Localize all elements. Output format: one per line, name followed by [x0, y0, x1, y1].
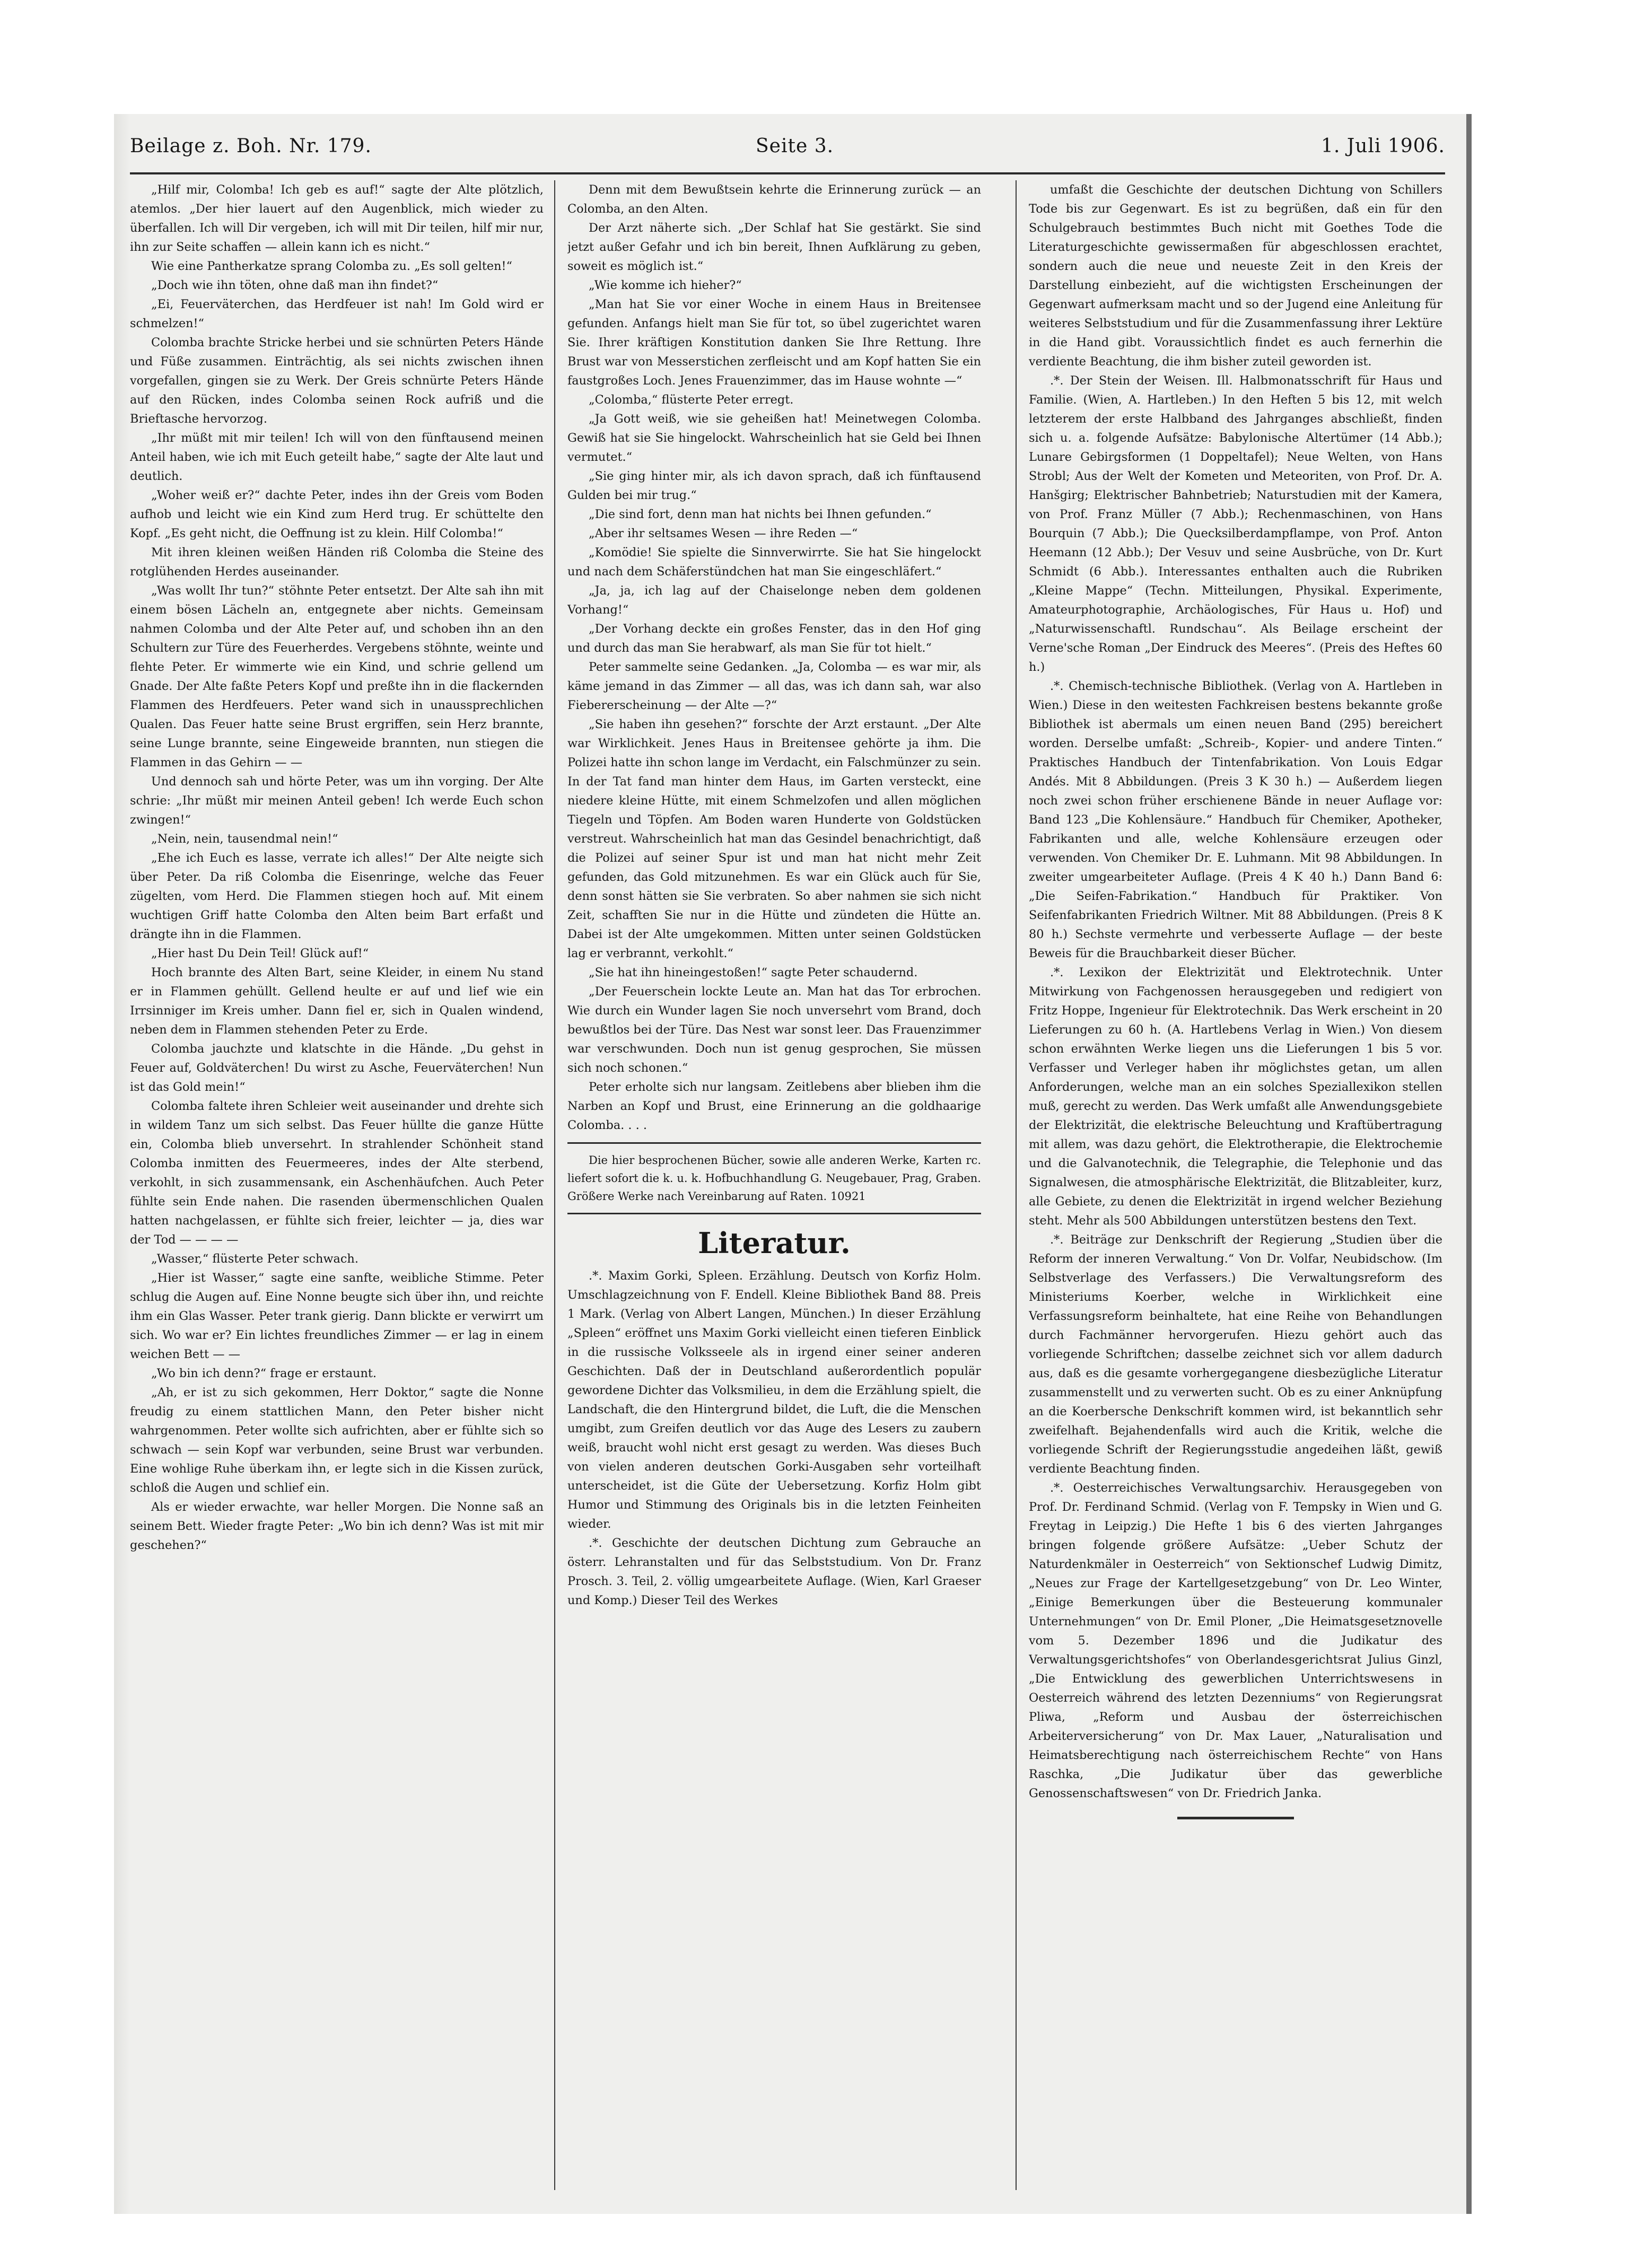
paragraph: Colomba brachte Stricke herbei und sie schnürten Peters Hände und Füße zusammen. Einträchtig, als sei nichts zwischen ihnen vorgefallen, gingen sie zu Werk. Der Greis schnürte Peters Hände auf den Rücken, indes Colomba seinen Rock aufriß und die Brieftasche hervorzog.	[130, 336, 544, 426]
story-continuation	[567, 180, 981, 1135]
paragraph: „Colomba,“ flüsterte Peter erregt.	[589, 393, 794, 407]
paragraph: „Wie komme ich hieher?“	[589, 278, 742, 292]
paragraph: Der Arzt näherte sich. „Der Schlaf hat Sie gestärkt. Sie sind jetzt außer Gefahr und ich bin bereit, Ihnen Aufklärung zu geben, soweit es möglich ist.“	[567, 221, 981, 273]
literature-heading: Literatur.	[698, 1226, 851, 1260]
paragraph: „Ei, Feuerväterchen, das Herdfeuer ist nah! Im Gold wird er schmelzen!“	[130, 297, 544, 330]
paragraph: „Komödie! Sie spielte die Sinnverwirrte. Sie hat Sie hingelockt und nach dem Schäferstündchen hat man Sie eingeschläfert.“	[567, 546, 981, 579]
paragraph: Mit ihren kleinen weißen Händen riß Colomba die Steine des rotglühenden Herdes auseinander.	[130, 546, 544, 579]
paragraph: „Ja, ja, ich lag auf der Chaiselonge neben dem goldenen Vorhang!“	[567, 584, 981, 617]
paragraph: „Die sind fort, denn man hat nichts bei Ihnen gefunden.“	[589, 507, 932, 521]
end-rule	[1177, 1817, 1294, 1819]
paragraph: .*. Maxim Gorki, Spleen. Erzählung. Deutsch von Korfiz Holm. Umschlagzeichnung von F. Endell. Kleine Bibliothek Band 88. Preis 1 Mark. (Verlag von Albert Langen, München.) In dieser Erzählung „Spleen“ eröffnet uns Maxim Gorki vielleicht einen tieferen Einblick in die russische Volksseele als in irgend einer seiner anderen Geschichten. Daß der in Deutschland außerordentlich populär gewordene Dichter das Volksmilieu, in dem die Erzählung spielt, die Landschaft, die den Hintergrund bildet, die Luft, die die Menschen umgibt, zum Greifen deutlich vor das Auge des Lesers zu zaubern weiß, braucht wohl nicht erst gesagt zu werden. Was dieses Buch von vielen anderen deutschen Gorki-Ausgaben sehr vorteilhaft unterscheidet, ist die Güte der Uebersetzung. Korfiz Holm gibt Humor und Stimmung des Originals bis in die letzten Feinheiten wieder.	[567, 1269, 981, 1531]
paragraph: Denn mit dem Bewußtsein kehrte die Erinnerung zurück — an Colomba, an den Alten.	[567, 183, 981, 216]
paragraph: „Ehe ich Euch es lasse, verrate ich alles!“ Der Alte neigte sich über Peter. Da riß Colomba die Eisenringe, welche das Feuer zügelten, vom Herd. Die Flammen stiegen hoch auf. Mit einem wuchtigen Griff hatte Colomba den Alten beim Bart erfaßt und drängte ihn in die Flammen.	[130, 851, 544, 941]
paragraph: .*. Oesterreichisches Verwaltungsarchiv. Herausgegeben von Prof. Dr. Ferdinand Schmid. (Verlag von F. Tempsky in Wien und G. Freytag in Leipzig.) Die Hefte 1 bis 6 des vierten Jahrganges bringen folgende größere Aufsätze: „Ueber Schutz der Naturdenkmäler in Oesterreich“ von Sektionschef Ludwig Dimitz, „Neues zur Frage der Kartellgesetzgebung“ von Dr. Leo Winter, „Einige Bemerkungen über die Besteuerung kommunaler Unternehmungen“ von Dr. Emil Ploner, „Die Heimatsgesetznovelle vom 5. Dezember 1896 und die Judikatur des Verwaltungsgerichtshofes“ von Oberlandesgerichtsrat Julius Ginzl, „Die Entwicklung des gewerblichen Unterrichtswesens in Oesterreich während des letzten Dezenniums“ von Regierungsrat Pliwa, „Reform und Ausbau der österreichischen Arbeiterversicherung“ von Dr. Max Lauer, „Naturalisation und Heimatsberechtigung nach österreichischem Rechte“ von Hans Raschka, „Die Judikatur über das gewerbliche Genossenschaftswesen“ von Dr. Friedrich Janka.	[1029, 1481, 1442, 1800]
paragraph: „Hier hast Du Dein Teil! Glück auf!“	[151, 947, 369, 960]
issue-date: 1. Juli 1906.	[1321, 135, 1445, 157]
paragraph: „Sie haben ihn gesehen?“ forschte der Arzt erstaunt. „Der Alte war Wirklichkeit. Jenes Haus in Breitensee gehörte ja ihm. Die Polizei hatte ihn schon lange im Verdacht, ein Falschmünzer zu sein. In der Tat fand man hinter dem Haus, im Garten versteckt, eine niedere kleine Hütte, mit einem Schmelzofen und allen möglichen Tiegeln und Töpfen. Am Boden waren Hunderte von Goldstücken verstreut. Wahrscheinlich hat man das Gesindel benachrichtigt, daß die Polizei auf seiner Spur ist und man hat nicht mehr Zeit gefunden, das Gold mitzunehmen. Es war ein Glück auch für Sie, denn sonst hätten sie Sie verbraten. So aber nahmen sie sich nicht Zeit, schafften Sie nur in die Hütte und zündeten die Hütte an. Dabei ist der Alte umgekommen. Mitten unter seinen Goldstücken lag er verbrannt, verkohlt.“	[567, 717, 981, 960]
paragraph: „Nein, nein, tausendmal nein!“	[151, 832, 338, 846]
paragraph: Wie eine Pantherkatze sprang Colomba zu. „Es soll gelten!“	[151, 259, 512, 273]
paragraph: „Woher weiß er?“ dachte Peter, indes ihn der Greis vom Boden aufhob und leicht wie ein Kind zum Herd trug. Er schüttelte den Kopf. „Es geht nicht, die Oeffnung ist zu klein. Hilf Colomba!“	[130, 488, 544, 540]
paragraph: Colomba jauchzte und klatschte in die Hände. „Du gehst in Feuer auf, Goldväterchen! Du wirst zu Asche, Feuerväterchen! Nun ist das Gold mein!“	[130, 1042, 544, 1094]
paragraph: „Wasser,“ flüsterte Peter schwach.	[151, 1252, 358, 1266]
paragraph: „Ah, er ist zu sich gekommen, Herr Doktor,“ sagte die Nonne freudig zu einem stattlichen Mann, den Peter bisher nicht wahrgenommen. Peter wollte sich aufrichten, aber er fühlte sich so schwach — sein Kopf war verbunden, seine Brust war verbunden. Eine wohlige Ruhe überkam ihn, er legte sich in die Kissen zurück, schloß die Augen und schlief ein.	[130, 1386, 544, 1495]
page-header	[130, 135, 1445, 172]
paragraph: „Der Vorhang deckte ein großes Fenster, das in den Hof ging und durch das man Sie herabwarf, als man Sie für tot hielt.“	[567, 622, 981, 655]
paragraph: Colomba faltete ihren Schleier weit auseinander und drehte sich in wildem Tanz um sich selbst. Das Feuer hüllte die ganze Hütte ein, Colomba blieb unversehrt. In strahlender Schönheit stand Colomba inmitten des Feuermeeres, indes der Alte sterbend, verkohlt, in sich zusammensank, ein Aschenhäufchen. Auch Peter fühlte sein Ende nahen. Die rasenden übermenschlichen Qualen hatten nachgelassen, er fühlte sich freier, leichter — ja, dies war der Tod — — — —	[130, 1099, 544, 1247]
paragraph: .*. Chemisch-technische Bibliothek. (Verlag von A. Hartleben in Wien.) Diese in den weitesten Fachkreisen bestens bekannte große Bibliothek ist abermals um einen neuen Band (295) bereichert worden. Derselbe umfaßt: „Schreib-, Kopier- und andere Tinten.“ Praktisches Handbuch der Tintenfabrikation. Von Louis Edgar Andés. Mit 8 Abbildungen. (Preis 3 K 30 h.) — Außerdem liegen noch zwei schon früher erschienene Bände in neuer Auflage vor: Band 123 „Die Kohlensäure.“ Handbuch für Chemiker, Apotheker, Fabrikanten und alle, welche Kohlensäure erzeugen oder verwenden. Von Chemiker Dr. E. Luhmann. Mit 98 Abbildungen. In zweiter umgearbeiteter Auflage. (Preis 4 K 40 h.) Dann Band 6: „Die Seifen-Fabrikation.“ Handbuch für Praktiker. Von Seifenfabrikanten Friedrich Wiltner. Mit 88 Abbildungen. (Preis 8 K 80 h.) Sechste vermehrte und verbesserte Auflage — der beste Beweis für die Brauchbarkeit dieser Bücher.	[1029, 679, 1442, 960]
literature-reviews-continued	[1029, 180, 1442, 1803]
newspaper-page	[114, 114, 1472, 2214]
header-rule	[130, 172, 1445, 174]
column-divider	[554, 180, 555, 2190]
paragraph: .*. Der Stein der Weisen. Ill. Halbmonatsschrift für Haus und Familie. (Wien, A. Hartleben.) In den Heften 5 bis 12, mit welch letzterem der erste Halbband des Jahrganges abschließt, finden sich u. a. folgende Aufsätze: Babylonische Altertümer (14 Abb.); Lunare Gebirgsformen (1 Doppeltafel); Neue Welten, von Hans Strobl; Aus der Welt der Kometen und Meteoriten, von Prof. Dr. A. Hanšgirg; Elektrischer Bahnbetrieb; Naturstudien mit der Kamera, von Prof. Franz Müller (7 Abb.); Rechenmaschinen, von Hans Bourquin (7 Abb.); Die Quecksilberdampflampe, von Prof. Anton Heemann (12 Abb.); Der Vesuv und seine Ausbrüche, von Dr. Kurt Schmidt (6 Abb.). Interessantes enthalten auch die Rubriken „Kleine Mappe“ (Techn. Mitteilungen, Physikal. Experimente, Amateurphotographie, Archäologisches, Für Haus u. Hof) und „Naturwissenschaftl. Rundschau“. Als Beilage erscheint der Verne'sche Roman „Der Eindruck des Meeres“. (Preis des Heftes 60 h.)	[1029, 374, 1442, 674]
paragraph: Als er wieder erwachte, war heller Morgen. Die Nonne saß an seinem Bett. Wieder fragte Peter: „Wo bin ich denn? Was ist mit mir geschehen?“	[130, 1500, 544, 1552]
paragraph: „Hier ist Wasser,“ sagte eine sanfte, weibliche Stimme. Peter schlug die Augen auf. Eine Nonne beugte sich über ihn, und reichte ihm ein Glas Wasser. Peter trank gierig. Dann blickte er verwirrt um sich. Wo war er? Ein lichtes freundliches Zimmer — er lag in einem weichen Bett — —	[130, 1271, 544, 1361]
bookseller-notice	[567, 1151, 981, 1205]
paragraph: „Hilf mir, Colomba! Ich geb es auf!“ sagte der Alte plötzlich, atemlos. „Der hier lauert auf den Augenblick, mich wieder zu überfallen. Ich will Dir vergeben, ich will mit Dir teilen, hilf mir nur, ihn zur Seite schaffen — allein kann ich es nicht.“	[130, 183, 544, 254]
paragraph: .*. Beiträge zur Denkschrift der Regierung „Studien über die Reform der inneren Verwaltung.“ Von Dr. Volfar, Neubidschow. (Im Selbstverlage des Verfassers.) Die Verwaltungsreform des Ministeriums Koerber, welche in Wirklichkeit eine Verfassungsreform beinhaltete, hat eine Reihe von Behandlungen durch Fachmänner hervorgerufen. Hiezu gehört auch das vorliegende Schriftchen; dasselbe zeichnet sich vor allem dadurch aus, daß es die gesamte vorhergegangene diesbezügliche Literatur zusammenstellt und zu verwerten sucht. Ob es zu einer Anknüpfung an die Koerbersche Denkschrift kommen wird, ist bekanntlich sehr zweifelhaft. Bejahendenfalls wird auch die Kritik, welche die vorliegende Schrift der Regierungsstudie angedeihen läßt, gewiß verdiente Beachtung finden.	[1029, 1233, 1442, 1476]
paragraph: „Sie ging hinter mir, als ich davon sprach, daß ich fünftausend Gulden bei mir trug.“	[567, 469, 981, 502]
paragraph: „Der Feuerschein lockte Leute an. Man hat das Tor erbrochen. Wie durch ein Wunder lagen Sie noch unversehrt vom Brand, doch bewußtlos bei der Türe. Das Nest war sonst leer. Das Frauenzimmer war verschwunden. Doch nun ist genug gesprochen, Sie müssen sich noch schonen.“	[567, 985, 981, 1075]
paragraph: Hoch brannte des Alten Bart, seine Kleider, in einem Nu stand er in Flammen gehüllt. Gellend heulte er auf und lief wie ein Irrsinniger im Kreis umher. Dann fiel er, sich in Qualen windend, neben dem in Flammen stehenden Peter zu Erde.	[130, 966, 544, 1037]
paragraph: „Man hat Sie vor einer Woche in einem Haus in Breitensee gefunden. Anfangs hielt man Sie für tot, so übel zugerichtet waren Sie. Ihrer kräftigen Konstitution danken Sie Ihre Rettung. Ihre Brust war von Messerstichen zerfleischt und am Kopf hatten Sie ein faustgroßes Loch. Jenes Frauenzimmer, das im Hause wohnte —“	[567, 297, 981, 388]
paragraph: „Ja Gott weiß, wie sie geheißen hat! Meinetwegen Colomba. Gewiß hat sie Sie hingelockt. Wahrscheinlich hat sie Geld bei Ihnen vermutet.“	[567, 412, 981, 464]
paragraph: Peter sammelte seine Gedanken. „Ja, Colomba — es war mir, als käme jemand in das Zimmer — all das, was ich dann sah, war also Fiebererscheinung — der Alte —?“	[567, 660, 981, 712]
notice-text: Die hier besprochenen Bücher, sowie alle anderen Werke, Karten rc. liefert sofort die k. u. k. Hofbuchhandlung G. Neugebauer, Prag, Graben. Größere Werke nach Vereinbarung auf Raten. 10921	[567, 1154, 981, 1203]
paragraph: „Sie hat ihn hineingestoßen!“ sagte Peter schaudernd.	[589, 966, 918, 979]
literature-reviews	[567, 1266, 981, 1610]
column-right-literature	[1029, 180, 1442, 2195]
column-middle	[567, 180, 981, 2195]
paragraph: „Aber ihr seltsames Wesen — ihre Reden —“	[589, 527, 858, 540]
paragraph: .*. Geschichte der deutschen Dichtung zum Gebrauche an österr. Lehranstalten und für das Selbststudium. Von Dr. Franz Prosch. 3. Teil, 2. völlig umgearbeitete Auflage. (Wien, Karl Graeser und Komp.) Dieser Teil des Werkes	[567, 1536, 981, 1607]
column-left-story	[130, 180, 544, 2195]
supplement-label: Beilage z. Boh. Nr. 179.	[130, 135, 372, 157]
page-number: Seite 3.	[756, 135, 834, 157]
column-divider	[1016, 180, 1017, 2190]
paragraph: .*. Lexikon der Elektrizität und Elektrotechnik. Unter Mitwirkung von Fachgenossen herausgegeben und redigiert von Fritz Hoppe, Ingenieur für Elektrotechnik. Das Werk erscheint in 20 Lieferungen zu 60 h. (A. Hartlebens Verlag in Wien.) Von diesem schon erwähnten Werke liegen uns die Lieferungen 1 bis 5 vor. Verfasser und Verleger haben ihr möglichstes getan, um allen Anforderungen, welche man an ein solches Speziallexikon stellen muß, gerecht zu werden. Das Werk umfaßt alle Anwendungsgebiete der Elektrizität, die elektrische Beleuchtung und Kraftübertragung mit allem, was dazu gehört, die Elektrotherapie, die Elektrochemie und die Galvanotechnik, die Telegraphie, die Telephonie und das Signalwesen, die atmosphärische Elektrizität, die Blitzableiter, kurz, alle Gebiete, zu denen die Elektrizität in irgend welcher Beziehung steht. Mehr als 500 Abbildungen unterstützen bestens den Text.	[1029, 966, 1442, 1228]
paragraph: „Doch wie ihn töten, ohne daß man ihn findet?“	[151, 278, 439, 292]
section-rule	[567, 1213, 981, 1214]
section-rule	[567, 1142, 981, 1144]
paragraph: „Wo bin ich denn?“ frage er erstaunt.	[151, 1367, 377, 1380]
paragraph: Peter erholte sich nur langsam. Zeitlebens aber blieben ihm die Narben an Kopf und Brust, eine Erinnerung an die goldhaarige Colomba. . . .	[567, 1080, 981, 1132]
paragraph: „Was wollt Ihr tun?“ stöhnte Peter entsetzt. Der Alte sah ihn mit einem bösen Lächeln an, entgegnete aber nichts. Gemeinsam nahmen Colomba und der Alte Peter auf, und schoben ihn an den Schultern zur Türe des Feuerherdes. Vergebens stöhnte, weinte und flehte Peter. Er wimmerte wie ein Kind, und schrie gellend um Gnade. Der Alte faßte Peters Kopf und preßte ihn in die flackernden Flammen des Herdfeuers. Peter wand sich in unaussprechlichen Qualen. Das Feuer hatte seine Brust ergriffen, sein Herz brannte, seine Lunge brannte, seine Eingeweide brannten, nun stiegen die Flammen in das Gehirn — —	[130, 584, 544, 769]
paragraph: Und dennoch sah und hörte Peter, was um ihn vorging. Der Alte schrie: „Ihr müßt mir meinen Anteil geben! Ich werde Euch schon zwingen!“	[130, 775, 544, 827]
paragraph: „Ihr müßt mit mir teilen! Ich will von den fünftausend meinen Anteil haben, wie ich mit Euch geteilt habe,“ sagte der Alte laut und deutlich.	[130, 431, 544, 483]
paragraph: umfaßt die Geschichte der deutschen Dichtung von Schillers Tode bis zur Gegenwart. Es ist zu begrüßen, daß ein für den Schulgebrauch bestimmtes Buch nicht mit Goethes Tode die Literaturgeschichte gewissermaßen für abgeschlossen erachtet, sondern auch die neue und neueste Zeit in den Kreis der Darstellung einbezieht, auf die wichtigsten Erscheinungen der Gegenwart aufmerksam macht und so der Jugend eine Anleitung für weiteres Selbststudium und für die Zusammenfassung ihrer Lektüre in die Hand gibt. Voraussichtlich findet es auch fernerhin die verdiente Beachtung, die ihm bisher zuteil geworden ist.	[1029, 183, 1442, 369]
